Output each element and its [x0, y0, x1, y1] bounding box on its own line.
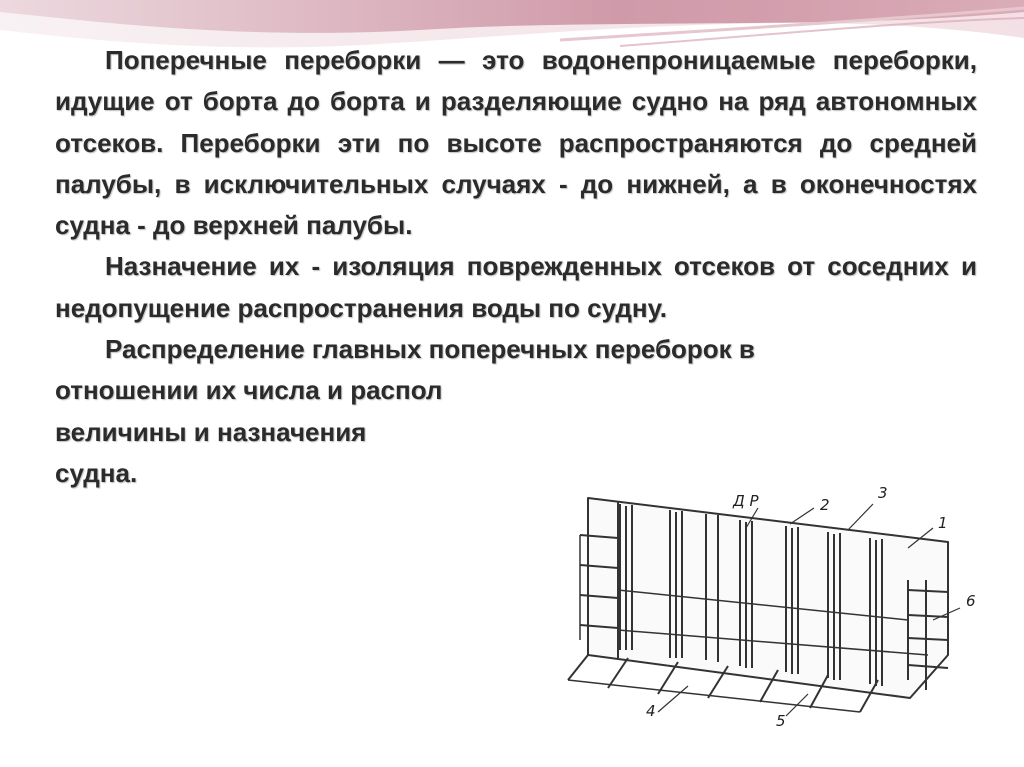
- label-dr: Д Р: [733, 492, 759, 510]
- paragraph-distribution-line-1: Распределение главных поперечных переборок в: [105, 334, 755, 365]
- paragraph-distribution-line-3: величины и назначения: [55, 416, 367, 447]
- slide-body: [55, 40, 977, 494]
- callout-5: 5: [776, 712, 786, 730]
- callout-4: 4: [646, 702, 656, 720]
- callout-2: 2: [820, 496, 830, 514]
- paragraph-purpose: Назначение их - изоляция поврежденных отсеков от соседних и недопущение распространения воды по судну.: [55, 251, 977, 323]
- paragraph-distribution-line-2: отношении их числа и распол: [55, 375, 443, 406]
- bulkhead-diagram: [528, 480, 1000, 730]
- callout-1: 1: [938, 514, 948, 532]
- paragraph-distribution-line-4: судна.: [55, 457, 138, 488]
- paragraph-transverse-bulkheads: Поперечные переборки — это водонепроницаемые переборки, идущие от борта до борта и разделяющие судно на ряд автономных отсеков. Переборки эти по высоте распространяются до средней палубы, в исключительных случаях - до нижней, а в оконечностях судна - до верхней палубы.: [55, 45, 977, 241]
- callout-6: 6: [966, 592, 976, 610]
- callout-3: 3: [878, 484, 888, 502]
